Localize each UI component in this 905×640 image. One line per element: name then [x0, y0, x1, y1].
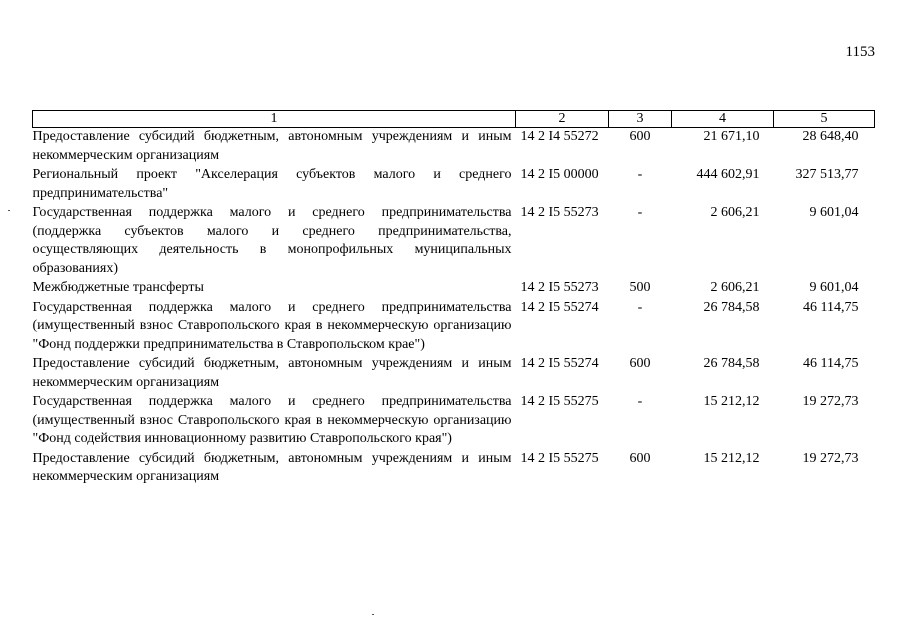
- table-header-row: [33, 111, 875, 128]
- amount-col4: 21 671,10: [703, 129, 760, 144]
- expense-type: 600: [629, 129, 651, 144]
- item-code: 14 2 I5 55273: [520, 205, 599, 220]
- column-header: 5: [774, 111, 875, 128]
- item-name: Государственная поддержка малого и среднего предпринимательства (имущественный взнос Ставропольского края в некоммерческую организацию "Фонд поддержки предпринимательства в Ставропольском крае"): [32, 299, 512, 352]
- scan-speck: [8, 210, 10, 211]
- amount-col5: 46 114,75: [803, 299, 859, 315]
- amount-col4: 15 212,12: [703, 394, 760, 409]
- budget-table: [32, 110, 875, 488]
- item-code: 14 2 I5 00000: [520, 167, 599, 182]
- table-row: [33, 128, 875, 167]
- amount-col4: 2 606,21: [710, 280, 760, 295]
- amount-col5: 327 513,77: [795, 167, 859, 182]
- expense-type: -: [637, 299, 643, 315]
- expense-type: 500: [629, 280, 651, 295]
- column-header: 2: [516, 111, 609, 128]
- item-name: Региональный проект "Акселерация субъектов малого и среднего предпринимательства": [32, 167, 512, 201]
- amount-col5: 46 114,75: [803, 356, 859, 371]
- table-row: [33, 299, 875, 356]
- amount-col4: 26 784,58: [703, 299, 760, 315]
- amount-col5: 19 272,73: [802, 394, 859, 409]
- expense-type: -: [637, 167, 643, 182]
- table-row: [33, 355, 875, 393]
- page-number: 1153: [845, 44, 875, 60]
- amount-col5: 19 272,73: [802, 450, 859, 466]
- column-header: 1: [33, 111, 516, 128]
- item-code: 14 2 I5 55273: [520, 280, 599, 295]
- expense-type: -: [637, 394, 643, 409]
- expense-type: 600: [629, 450, 651, 466]
- amount-col4: 26 784,58: [703, 356, 760, 371]
- amount-col4: 2 606,21: [710, 205, 760, 220]
- table-row: [33, 279, 875, 299]
- item-name: Государственная поддержка малого и среднего предпринимательства (имущественный взнос Ставропольского края в некоммерческую организацию "Фонд содействия инновационному развитию Ставропольского края"): [32, 394, 512, 446]
- item-code: 14 2 I5 55275: [520, 450, 599, 466]
- amount-col5: 9 601,04: [809, 280, 859, 295]
- item-name: Межбюджетные трансферты: [32, 280, 204, 295]
- item-code: 14 2 I5 55275: [520, 394, 599, 409]
- item-code: 14 2 I4 55272: [520, 129, 599, 144]
- column-header: 4: [672, 111, 774, 128]
- item-name: Предоставление субсидий бюджетным, автономным учреждениям и иным некоммерческим организациям: [32, 450, 512, 484]
- item-code: 14 2 I5 55274: [520, 299, 599, 315]
- table-row: [33, 166, 875, 204]
- amount-col5: 9 601,04: [809, 205, 859, 220]
- amount-col4: 444 602,91: [696, 167, 760, 182]
- item-name: Предоставление субсидий бюджетным, автономным учреждениям и иным некоммерческим организациям: [32, 129, 512, 163]
- amount-col5: 28 648,40: [802, 129, 859, 144]
- item-name: Предоставление субсидий бюджетным, автономным учреждениям и иным некоммерческим организациям: [32, 356, 512, 390]
- item-name: Государственная поддержка малого и среднего предпринимательства (поддержка субъектов малого и среднего предпринимательства, осуществляющих деятельность в монопрофильных муниципальных образованиях): [32, 205, 512, 276]
- scan-speck: [372, 614, 374, 615]
- column-header: 3: [609, 111, 672, 128]
- table-row: [33, 450, 875, 488]
- table-row: [33, 204, 875, 279]
- expense-type: -: [637, 205, 643, 220]
- amount-col4: 15 212,12: [703, 450, 760, 466]
- item-code: 14 2 I5 55274: [520, 356, 599, 371]
- table-row: [33, 393, 875, 450]
- expense-type: 600: [629, 356, 651, 371]
